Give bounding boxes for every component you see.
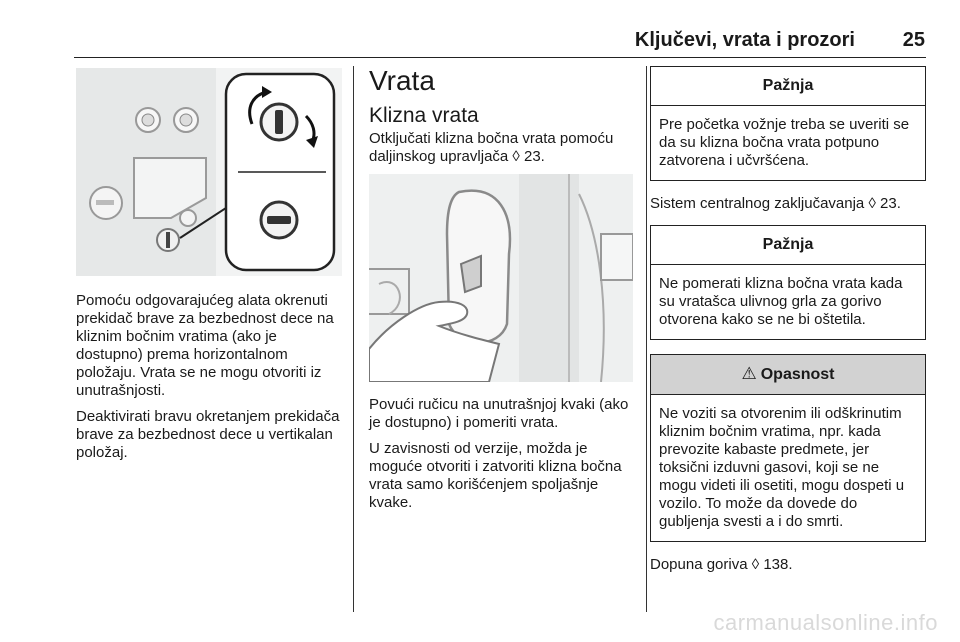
paragraph: Deaktivirati bravu okretanjem prekidača brave za bezbednost dece u vertikalan položaj. xyxy=(76,408,340,461)
notice-box xyxy=(650,225,926,340)
danger-box xyxy=(650,354,926,542)
section-heading: Vrata xyxy=(369,65,435,96)
paragraph: Povući ručicu na unutrašnjoj kvaki (ako je dostupno) i pomeriti vrata. xyxy=(369,396,629,431)
page-number: 25 xyxy=(902,29,925,51)
sliding-door-handle-illustration xyxy=(369,174,633,382)
notice-title: Pažnja xyxy=(651,67,925,106)
page-header xyxy=(0,0,960,56)
notice-box xyxy=(650,66,926,181)
fuel-reference: Dopuna goriva ◊ 138. xyxy=(650,556,793,573)
warning-triangle-icon: ⚠ xyxy=(741,364,757,383)
paragraph: U zavisnosti od verzije, možda je moguće otvoriti i zatvoriti klizna bočna vrata samo korišćenjem spoljašnje kvake. xyxy=(369,440,622,511)
danger-header xyxy=(651,355,925,395)
subsection-heading: Klizna vrata xyxy=(369,104,479,127)
notice-body: Pre početka vožnje treba se uveriti se da su klizna bočna vrata potpuno zatvorena i učvršćena. xyxy=(659,116,910,169)
column-3 xyxy=(650,66,926,582)
paragraph: Pomoću odgovarajućeg alata okrenuti prekidač brave za bezbednost dece na kliznim bočnim vratima (ako je dostupno) prema horizontalnom položaju. Vrata se ne mogu otvoriti iz unutrašnjosti. xyxy=(76,292,334,399)
watermark: carmanualsonline.info xyxy=(713,610,938,635)
column-2 xyxy=(369,66,635,520)
child-lock-illustration xyxy=(76,68,342,276)
column-divider xyxy=(353,66,354,612)
danger-body: Ne voziti sa otvorenim ili odškrinutim kliznim bočnim vratima, npr. kada prevozite kabaste predmete, jer toksični izduvni gasovi, koji se ne mogu videti ili osetiti, mogu dospeti u vozilo. To može da dovede do gubljenja svesti a i do smrti. xyxy=(659,405,905,530)
central-locking-reference: Sistem centralnog zaključavanja ◊ 23. xyxy=(650,195,901,212)
column-1 xyxy=(76,68,342,470)
column-divider xyxy=(646,66,647,612)
notice-body: Ne pomerati klizna bočna vrata kada su vratašca ulivnog grla za gorivo otvorena kako se ne bi oštetila. xyxy=(659,275,903,328)
intro-paragraph: Otključati klizna bočna vrata pomoću daljinskog upravljača ◊ 23. xyxy=(369,130,614,165)
danger-title: Opasnost xyxy=(760,366,835,383)
header-rule xyxy=(74,57,926,58)
notice-title: Pažnja xyxy=(651,226,925,265)
header-title: Ključevi, vrata i prozori xyxy=(634,29,855,51)
